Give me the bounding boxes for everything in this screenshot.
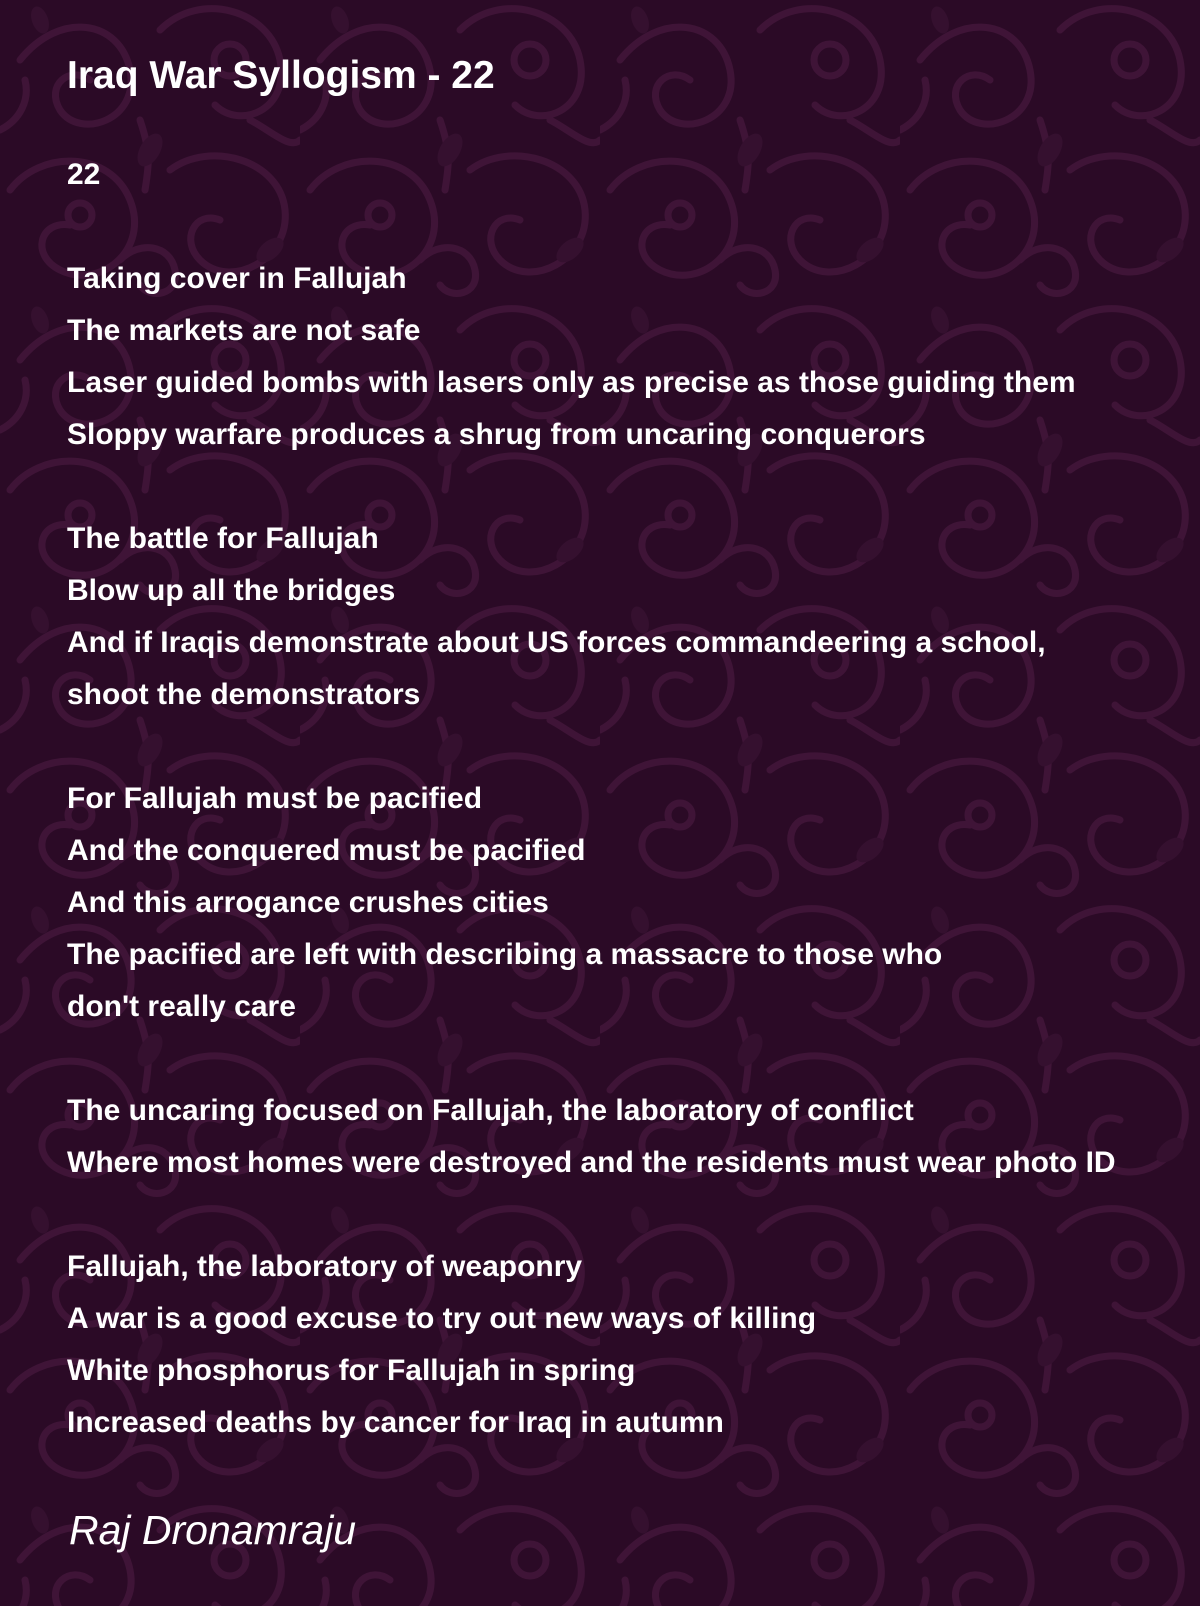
poem-line: For Fallujah must be pacified [67, 782, 483, 815]
stanza-break [67, 721, 1200, 773]
poem-line: Taking cover in Fallujah [67, 262, 407, 295]
poem-line: Fallujah, the laboratory of weaponry [67, 1250, 583, 1283]
poem-line: Increased deaths by cancer for Iraq in autumn [67, 1406, 724, 1439]
poem-line: Where most homes were destroyed and the residents must wear photo ID [67, 1146, 1116, 1179]
poem-line: White phosphorus for Fallujah in spring [67, 1354, 636, 1387]
poem-title: Iraq War Syllogism - 22 [67, 54, 495, 97]
poem-line: Sloppy warfare produces a shrug from uncaring conquerors [67, 418, 926, 451]
poem-line: shoot the demonstrators [67, 678, 421, 711]
poem-line: don't really care [67, 990, 296, 1023]
poem-line: And the conquered must be pacified [67, 834, 586, 867]
stanza-break [67, 1189, 1200, 1241]
poem-line: The battle for Fallujah [67, 522, 379, 555]
poem-line: The markets are not safe [67, 314, 421, 347]
stanza-break [67, 201, 1200, 253]
stanza-break [67, 461, 1200, 513]
poem-line: 22 [67, 158, 101, 191]
poem-line: The uncaring focused on Fallujah, the laboratory of conflict [67, 1094, 914, 1127]
poem-line: The pacified are left with describing a massacre to those who [67, 938, 943, 971]
poem-author: Raj Dronamraju [69, 1507, 357, 1553]
poem-body [67, 149, 1200, 1449]
poem-line: Blow up all the bridges [67, 574, 396, 607]
poem-line: Laser guided bombs with lasers only as precise as those guiding them [67, 366, 1076, 399]
stanza-break [67, 1033, 1200, 1085]
poem-line: A war is a good excuse to try out new ways of killing [67, 1302, 817, 1335]
poem-line: And this arrogance crushes cities [67, 886, 549, 919]
poem-line: And if Iraqis demonstrate about US forces commandeering a school, [67, 626, 1046, 659]
